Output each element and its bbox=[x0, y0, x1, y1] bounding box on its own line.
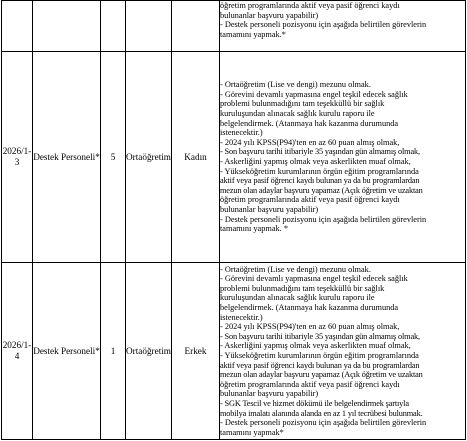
requirement-line: problemi bulunmadığını tam teşekküllü bir sağlık bbox=[220, 99, 385, 109]
requirements-cell bbox=[220, 52, 466, 263]
requirement-line: - Yükseköğretim kurumlarının örgün eğitim programlarında bbox=[220, 166, 419, 176]
requirement-line: - Görevini devamlı yapmasına engel teşkil edecek sağlık bbox=[220, 274, 408, 284]
table-row bbox=[2, 52, 466, 263]
requirement-line: belgelendirmek. (Atanmaya hak kazanma durumunda bbox=[220, 303, 399, 313]
requirement-line: belgelendirmek. (Atanmaya hak kazanma durumunda bbox=[220, 118, 399, 128]
gender-cell: Erkek bbox=[172, 263, 220, 440]
requirement-line: aktif veya pasif öğrenci kaydı bulunan ya da bu programlardan bbox=[220, 176, 420, 186]
requirement-line: bulunanlar başvuru yapabilir) bbox=[220, 204, 319, 214]
gender-cell: Kadın bbox=[172, 52, 220, 263]
requirement-line: aktif veya pasif öğrenci kaydı bulunan ya da bu programlardan bbox=[220, 360, 420, 370]
requirement-line: - Ortaöğretim (Lise ve dengi) mezunu olmak. bbox=[220, 80, 371, 90]
requirement-line: öğretim programlarında aktif veya pasif öğrenci kaydı bbox=[220, 379, 400, 389]
requirement-line: öğretim programlarında aktif veya pasif öğrenci kaydı bbox=[220, 1, 400, 10]
requirement-line: - Son başvuru tarihi itibariyle 35 yaşından gün almamış olmak, bbox=[220, 331, 420, 341]
position-title-cell: Destek Personeli* bbox=[33, 52, 101, 263]
requirement-line: mezun olan adaylar başvuru yapamaz (Açık öğretim ve uzaktan bbox=[220, 370, 423, 380]
requirement-line: kuruluşundan alınacak sağlık kurulu raporu ile bbox=[220, 109, 375, 119]
education-level-cell bbox=[126, 1, 172, 52]
requirement-line: - 2024 yılı KPSS(P94)'ten en az 60 puan almış olmak, bbox=[220, 322, 400, 332]
requirement-line: - Destek personeli pozisyonu için aşağıda belirtilen görevlerin bbox=[220, 214, 427, 224]
requirement-line: bulunanlar başvuru yapabilir) bbox=[220, 10, 319, 20]
requirement-line: tamamını yapmak* bbox=[220, 427, 284, 437]
requirements-cell bbox=[220, 263, 466, 440]
requirement-line: - Son başvuru tarihi itibariyle 35 yaşından gün almamış olmak, bbox=[220, 147, 420, 157]
education-level-cell: Ortaöğretim bbox=[126, 52, 172, 263]
requirement-line: istenecektir.) bbox=[220, 128, 263, 138]
requirement-line: - SGK Tescil ve hizmet dökümü ile belgelendirmek şartıyla bbox=[220, 398, 409, 408]
requirement-line: mobilya imalatı alanında alanda en az 1 yıl tecrübesi bulunmak. bbox=[220, 408, 423, 418]
education-level-cell: Ortaöğretim bbox=[126, 263, 172, 440]
table-row bbox=[2, 263, 466, 440]
requirement-line: - Destek personeli pozisyonu için aşağıda belirtilen görevlerin bbox=[220, 418, 427, 428]
requirement-line: problemi bulunmadığını tam teşekküllü bir sağlık bbox=[220, 283, 385, 293]
table-row bbox=[2, 1, 466, 52]
requirement-line: - Askerliğini yapmış olmak veya askerlikten muaf olmak, bbox=[220, 157, 411, 166]
requirement-line: - 2024 yılı KPSS(P94)'ten en az 60 puan almış olmak, bbox=[220, 137, 400, 147]
requirement-line: kuruluşundan alınacak sağlık kurulu raporu ile bbox=[220, 293, 375, 303]
requirement-line: tamamını yapmak.* bbox=[220, 29, 286, 39]
table-body bbox=[2, 1, 466, 440]
requirement-line: - Ortaöğretim (Lise ve dengi) mezunu olmak. bbox=[220, 264, 371, 274]
requirement-line: bulunanlar başvuru yapabilir) bbox=[220, 389, 319, 399]
requirement-line: - Destek personeli pozisyonu için aşağıda belirtilen görevlerin bbox=[220, 20, 427, 30]
position-code-cell: 2026/1-4 bbox=[2, 263, 33, 440]
requirement-line: - Askerliğini yapmış olmak veya askerlikten muaf olmak, bbox=[220, 341, 411, 351]
requirement-line: mezun olan adaylar başvuru yapamaz (Açık öğretim ve uzaktan bbox=[220, 185, 423, 195]
requirements-cell bbox=[220, 1, 466, 52]
position-count-cell: 5 bbox=[101, 52, 126, 263]
requirement-line: istenecektir.) bbox=[220, 312, 263, 322]
position-title-cell: Destek Personeli* bbox=[33, 263, 101, 440]
requirement-line: tamamını yapmak. * bbox=[220, 224, 288, 234]
requirement-line: - Yükseköğretim kurumlarının örgün eğitim programlarında bbox=[220, 351, 419, 360]
requirement-line: öğretim programlarında aktif veya pasif öğrenci kaydı bbox=[220, 195, 400, 205]
position-code-cell bbox=[2, 1, 33, 52]
position-code-cell: 2026/1-3 bbox=[2, 52, 33, 263]
position-title-cell bbox=[33, 1, 101, 52]
position-count-cell: 1 bbox=[101, 263, 126, 440]
gender-cell bbox=[172, 1, 220, 52]
requirement-line: - Görevini devamlı yapmasına engel teşkil edecek sağlık bbox=[220, 89, 408, 99]
position-count-cell bbox=[101, 1, 126, 52]
requirements-table bbox=[1, 0, 466, 440]
